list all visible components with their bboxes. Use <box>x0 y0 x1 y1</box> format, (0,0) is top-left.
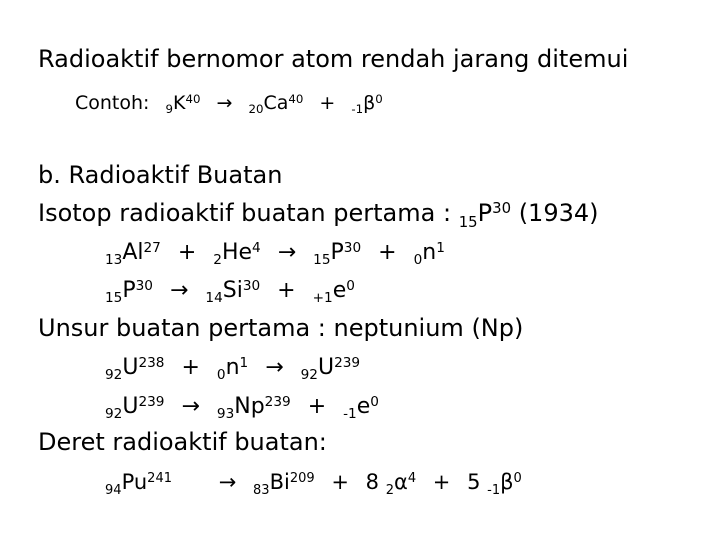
section-b-title: b. Radioaktif Buatan <box>38 161 283 189</box>
plus-sign: + <box>181 355 200 380</box>
arrow-icon: → <box>181 394 200 419</box>
plus-sign: + <box>277 278 296 303</box>
nuclide-pu241: $_{94}Pu^{241}$ <box>105 470 173 498</box>
first-element-line: Unsur buatan pertama : neptunium (Np) <box>38 314 524 342</box>
nuclide-beta: $_{-1}\beta^0$ <box>351 91 383 117</box>
arrow-icon: → <box>169 278 189 303</box>
plus-sign: + <box>177 240 197 265</box>
first-isotope-line <box>38 198 599 231</box>
year: (1934) <box>518 199 599 227</box>
reaction-p-si <box>105 277 355 307</box>
nuclide-n1: $_0n^1$ <box>413 239 445 269</box>
nuclide-he4: $_2He^4$ <box>213 239 261 269</box>
nuclide-positron: $_{+1}e^0$ <box>312 277 355 307</box>
nuclide-electron: $_{-1}e^0$ <box>343 393 379 423</box>
nuclide-beta: $_{-1}\beta^0$ <box>487 470 522 498</box>
nuclide-p30: $_{15}P^{30}$ <box>313 239 362 269</box>
plus-sign: + <box>307 394 327 419</box>
arrow-icon: → <box>218 470 237 494</box>
nuclide-si30: $_{14}Si^{30}$ <box>205 277 261 307</box>
nuclide-p30: $_{15}P^{30}$ <box>458 198 512 231</box>
arrow-icon: → <box>265 355 284 380</box>
nuclide-u238: $_{92}U^{238}$ <box>105 354 165 384</box>
beta-coefficient: 5 <box>467 470 481 494</box>
heading-low-atomic-number: Radioaktif bernomor atom rendah jarang ditemui <box>38 45 629 73</box>
plus-sign: + <box>319 92 336 114</box>
plus-sign: + <box>331 470 349 494</box>
reaction-al-he <box>105 239 445 269</box>
nuclide-u239: $_{92}U^{239}$ <box>300 354 361 384</box>
plus-sign: + <box>378 240 397 265</box>
nuclide-np239: $_{93}Np^{239}$ <box>216 393 291 423</box>
nuclide-p30: $_{15}P^{30}$ <box>105 277 153 307</box>
series-heading: Deret radioaktif buatan: <box>38 428 327 456</box>
nuclide-ca40: $_{20}Ca^{40}$ <box>248 91 304 117</box>
nuclide-al27: $_{13}Al^{27}$ <box>105 239 161 269</box>
arrow-icon: → <box>277 240 297 265</box>
nuclide-alpha: $_2\alpha^4$ <box>385 470 417 498</box>
example-label: Contoh: <box>75 92 150 114</box>
example-reaction <box>75 91 383 117</box>
nuclide-u239: $_{92}U^{239}$ <box>105 393 165 423</box>
arrow-icon: → <box>216 92 233 114</box>
nuclide-k40: $_9K^{40}$ <box>165 91 201 117</box>
reaction-u238-n <box>105 354 361 384</box>
reaction-u239-np <box>105 393 379 423</box>
nuclide-bi209: $_{83}Bi^{209}$ <box>253 470 315 498</box>
plus-sign: + <box>432 470 451 494</box>
alpha-coefficient: 8 <box>365 470 380 494</box>
reaction-pu-series <box>105 470 522 498</box>
nuclide-n1: $_0n^1$ <box>216 354 249 384</box>
first-isotope-text: Isotop radioaktif buatan pertama : <box>38 199 452 227</box>
